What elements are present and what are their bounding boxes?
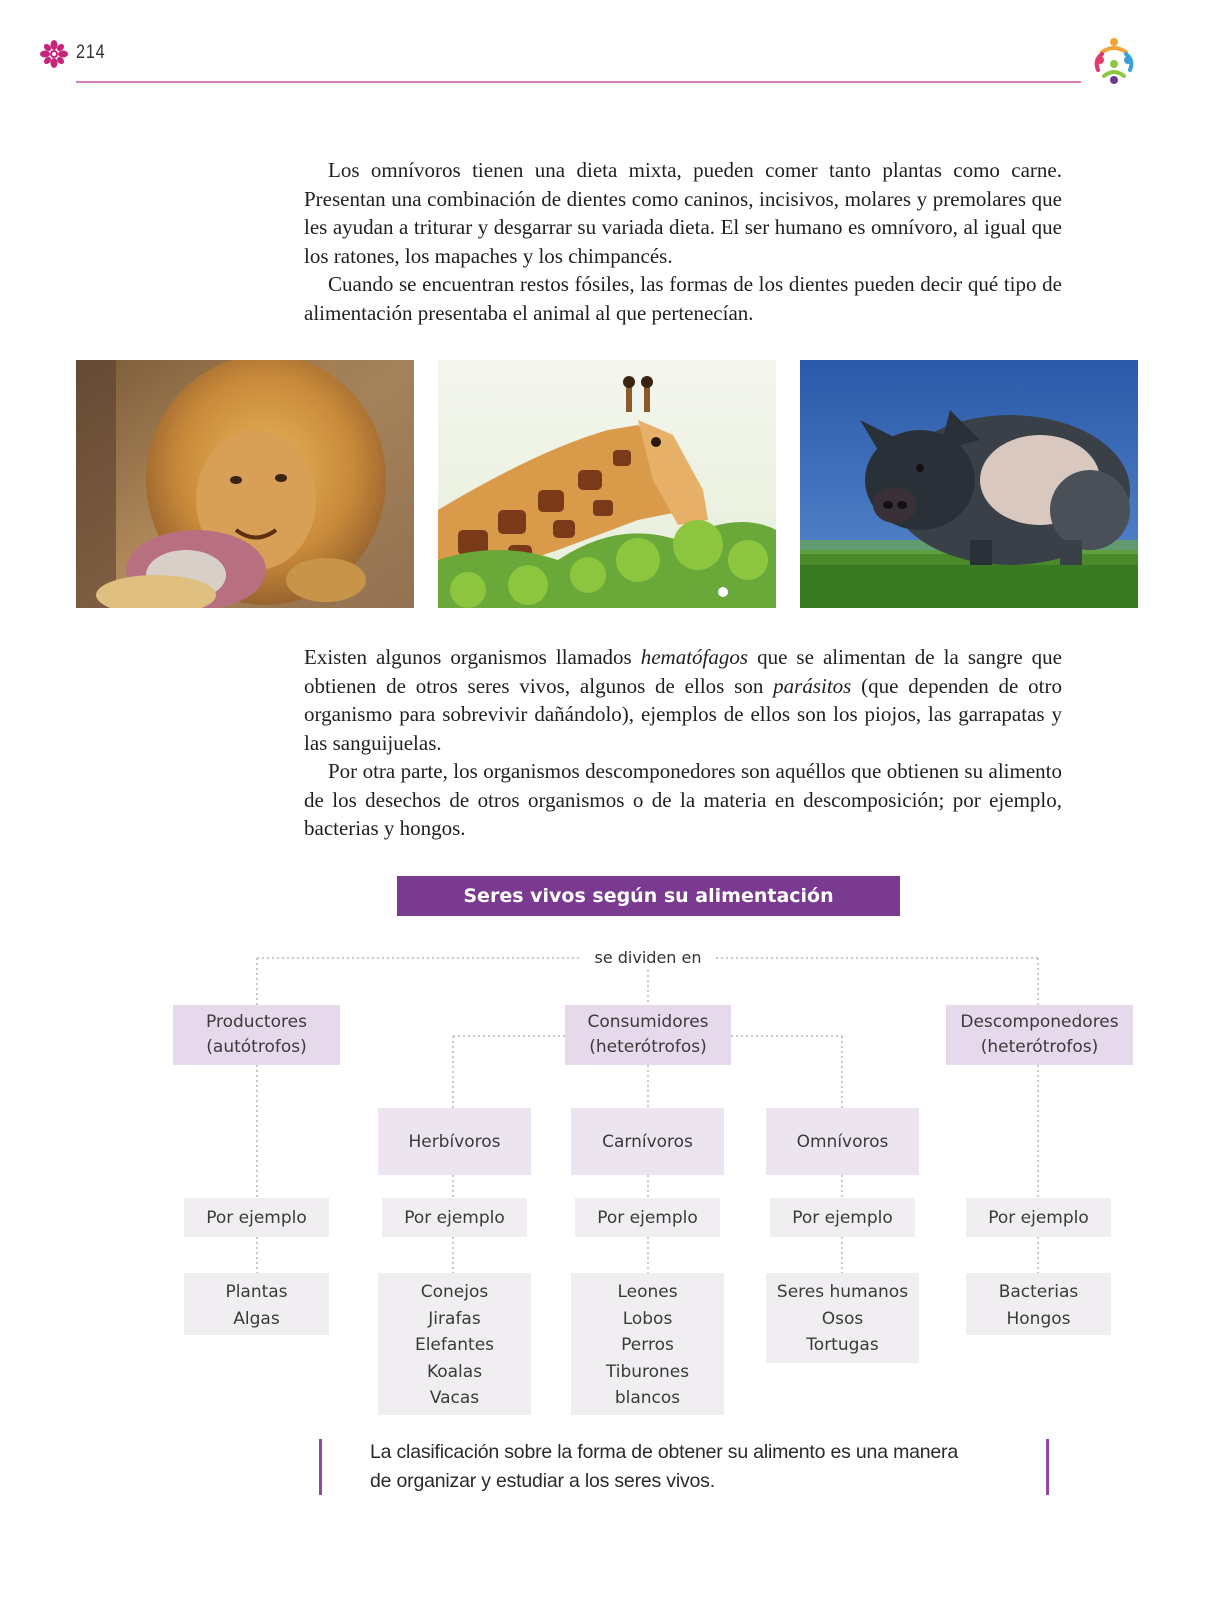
list-item: blancos: [614, 1388, 681, 1408]
page-number: 214: [76, 42, 106, 63]
list-item: Vacas: [429, 1388, 480, 1408]
examples-carnivoros: [571, 1273, 724, 1415]
category-sublabel: (autótrofos): [206, 1037, 307, 1057]
category-label: Consumidores: [587, 1012, 709, 1032]
list-item: Conejos: [420, 1282, 489, 1302]
example-label: Por ejemplo: [382, 1198, 527, 1237]
list-item: Algas: [233, 1308, 280, 1329]
list-item: Tiburones: [605, 1361, 690, 1382]
text-span: (que dependen de otro organismo para sobrevivir dañándolo), ejemplos de ellos son los piojos, las garrapatas y las sanguijuelas.: [304, 673, 1062, 755]
summary-right-bar: [1046, 1439, 1049, 1495]
divider-label: se dividen en: [580, 948, 716, 967]
list-item: Perros: [621, 1335, 674, 1355]
paragraph-fossils: Cuando se encuentran restos fósiles, las formas de los dientes pueden decir qué tipo de alimentación presentaba el animal al que pertenecían.: [304, 272, 1062, 325]
list-item: Bacterias: [998, 1282, 1079, 1302]
term-parasitos: parásitos: [773, 673, 852, 698]
type-omnivoros: Omnívoros: [766, 1108, 919, 1175]
examples-omnivoros: [766, 1273, 919, 1363]
category-label: Productores: [206, 1012, 307, 1032]
category-label: Descomponedores: [960, 1012, 1119, 1032]
category-descomponedores: [946, 1005, 1133, 1065]
example-label: Por ejemplo: [966, 1198, 1111, 1237]
list-item: Koalas: [426, 1361, 483, 1382]
example-label: Por ejemplo: [184, 1198, 329, 1237]
summary-left-bar: [319, 1439, 322, 1495]
category-productores: [173, 1005, 340, 1065]
examples-descomponedores: [966, 1273, 1111, 1335]
type-carnivoros: Carnívoros: [571, 1108, 724, 1175]
example-label: Por ejemplo: [770, 1198, 915, 1237]
type-herbivoros: Herbívoros: [378, 1108, 531, 1175]
list-item: Leones: [617, 1282, 678, 1302]
category-consumidores: [565, 1005, 731, 1065]
summary-line: de organizar y estudiar a los seres vivos.: [370, 1470, 715, 1492]
term-hematofagos: hematófagos: [640, 645, 749, 669]
list-item: Tortugas: [806, 1335, 879, 1355]
category-sublabel: (heterótrofos): [589, 1037, 707, 1057]
list-item: Osos: [821, 1308, 864, 1329]
summary-text: [370, 1438, 1010, 1496]
summary-line: La clasificación sobre la forma de obtener su alimento es una manera: [370, 1441, 958, 1463]
paragraph-decomposers: Por otra parte, los organismos descomponedores son aquéllos que obtienen su alimento de los desechos de otros organismos o de la materia en descomposición; por ejemplo, bacterias y hongos.: [304, 759, 1062, 840]
example-label: Por ejemplo: [575, 1198, 720, 1237]
list-item: Lobos: [622, 1308, 673, 1329]
paragraph-omnivores: Los omnívoros tienen una dieta mixta, pueden comer tanto plantas como carne. Presentan una combinación de dientes como caninos, incisivos, molares y premolares que les ayudan a triturar y desgarrar su variada dieta. El ser humano es omnívoro, al igual que los ratones, los mapaches y los chimpancés.: [304, 158, 1062, 268]
list-item: Hongos: [1006, 1308, 1071, 1329]
list-item: Seres humanos: [776, 1282, 909, 1302]
category-sublabel: (heterótrofos): [980, 1037, 1099, 1057]
diagram-title: Seres vivos según su alimentación: [397, 876, 900, 916]
list-item: Jirafas: [428, 1308, 481, 1329]
examples-productores: [184, 1273, 329, 1335]
text-span: Existen algunos organismos llamados: [304, 645, 641, 669]
text-span: que se alimentan de la sangre que obtienen de otros seres vivos, algunos de ellos son: [304, 645, 1062, 698]
list-item: Elefantes: [414, 1335, 495, 1355]
list-item: Plantas: [225, 1282, 288, 1302]
examples-herbivoros: [378, 1273, 531, 1415]
